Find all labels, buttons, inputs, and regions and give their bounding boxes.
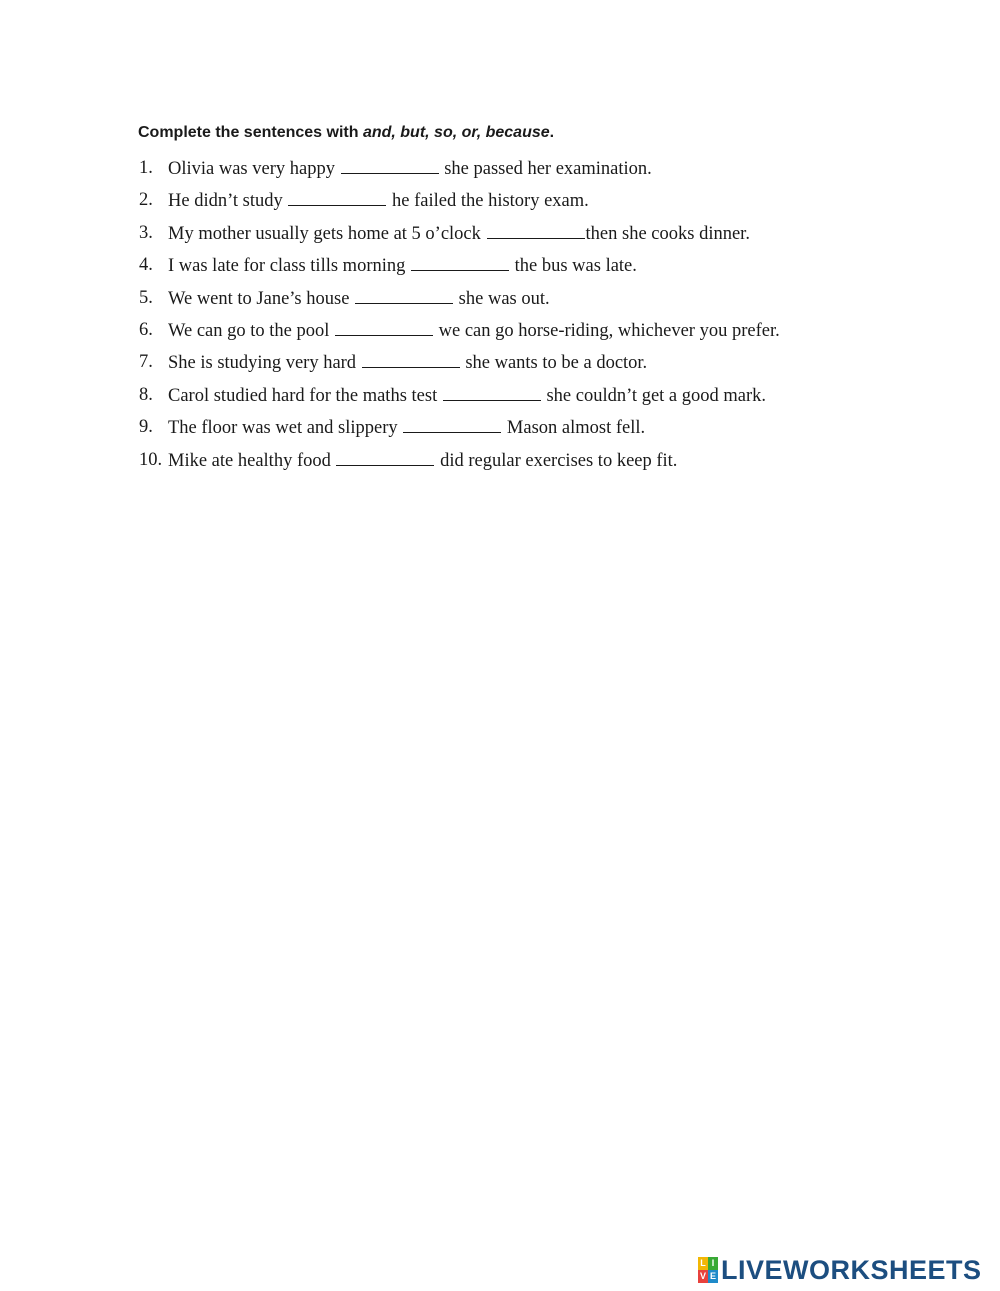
item-number: 10. (139, 449, 163, 470)
sentence-before: We went to Jane’s house (168, 288, 355, 309)
logo-icon-letter: I (708, 1257, 718, 1270)
answer-blank[interactable] (336, 447, 434, 466)
answer-blank[interactable] (288, 187, 386, 206)
sentence-before: Mike ate healthy food (168, 450, 336, 471)
answer-blank[interactable] (362, 349, 460, 368)
instruction-heading (138, 122, 554, 144)
item-sentence (168, 187, 959, 219)
logo-text: LIVEWORKSHEETS (721, 1255, 982, 1285)
exercise-item-4 (139, 252, 959, 284)
exercise-item-1 (139, 155, 959, 187)
item-sentence (168, 447, 959, 479)
logo-icon-letter: L (698, 1257, 708, 1270)
item-number: 4. (139, 255, 153, 276)
sentence-after: the bus was late. (510, 256, 637, 277)
sentence-after: we can go horse-riding, whichever you prefer. (434, 320, 780, 341)
sentence-after: she wants to be a doctor. (460, 353, 648, 374)
item-sentence (168, 317, 959, 349)
item-number: 6. (139, 319, 153, 340)
answer-blank[interactable] (341, 155, 439, 174)
item-number: 9. (139, 417, 153, 438)
exercise-item-6 (139, 317, 959, 349)
sentence-after: did regular exercises to keep fit. (435, 450, 678, 471)
exercise-item-7 (139, 349, 959, 381)
exercise-item-2 (139, 187, 959, 219)
sentence-before: She is studying very hard (168, 353, 361, 374)
sentence-after: she passed her examination. (439, 159, 652, 179)
item-number: 3. (139, 222, 153, 243)
sentence-before: He didn’t study (168, 191, 288, 212)
exercise-item-5 (139, 285, 959, 317)
sentence-before: I was late for class tills morning (168, 256, 410, 277)
item-number: 2. (139, 190, 153, 211)
exercise-item-3 (139, 220, 959, 252)
answer-blank[interactable] (443, 382, 541, 401)
item-sentence (168, 382, 959, 414)
item-number: 7. (139, 352, 153, 373)
item-sentence (168, 285, 959, 317)
item-sentence (168, 220, 959, 252)
logo-icon-letter: E (709, 1271, 716, 1281)
sentence-after: she couldn’t get a good mark. (541, 385, 767, 406)
sentence-before: My mother usually gets home at 5 o’clock (168, 223, 486, 244)
liveworksheets-logo (698, 1255, 982, 1285)
answer-blank[interactable] (403, 414, 501, 433)
answer-blank[interactable] (355, 285, 453, 304)
item-sentence (168, 155, 959, 187)
item-sentence (168, 252, 959, 284)
exercise-list (139, 155, 959, 479)
sentence-before: Carol studied hard for the maths test (168, 385, 442, 406)
answer-blank[interactable] (335, 317, 433, 336)
item-number: 5. (139, 287, 153, 308)
sentence-before: The floor was wet and slippery (168, 418, 403, 439)
item-number: 1. (139, 158, 153, 178)
exercise-item-8 (139, 382, 959, 414)
item-number: 8. (139, 384, 153, 405)
sentence-before: We can go to the pool (168, 320, 334, 341)
sentence-after: she was out. (454, 288, 550, 309)
sentence-before: Olivia was very happy (168, 159, 340, 179)
instruction-prefix: Complete the sentences with (138, 124, 363, 141)
sentence-after: then she cooks dinner. (585, 223, 750, 244)
sentence-after: Mason almost fell. (502, 418, 646, 439)
answer-blank[interactable] (487, 220, 585, 239)
exercise-item-9 (139, 414, 959, 446)
logo-icon-letter: V (699, 1271, 706, 1281)
sentence-after: he failed the history exam. (387, 191, 589, 212)
exercise-item-10 (139, 447, 959, 479)
item-sentence (168, 349, 959, 381)
logo-icon (698, 1257, 718, 1283)
instruction-suffix: . (549, 124, 555, 141)
instruction-words: and, but, so, or, because (362, 124, 550, 141)
answer-blank[interactable] (411, 252, 509, 271)
item-sentence (168, 414, 959, 446)
